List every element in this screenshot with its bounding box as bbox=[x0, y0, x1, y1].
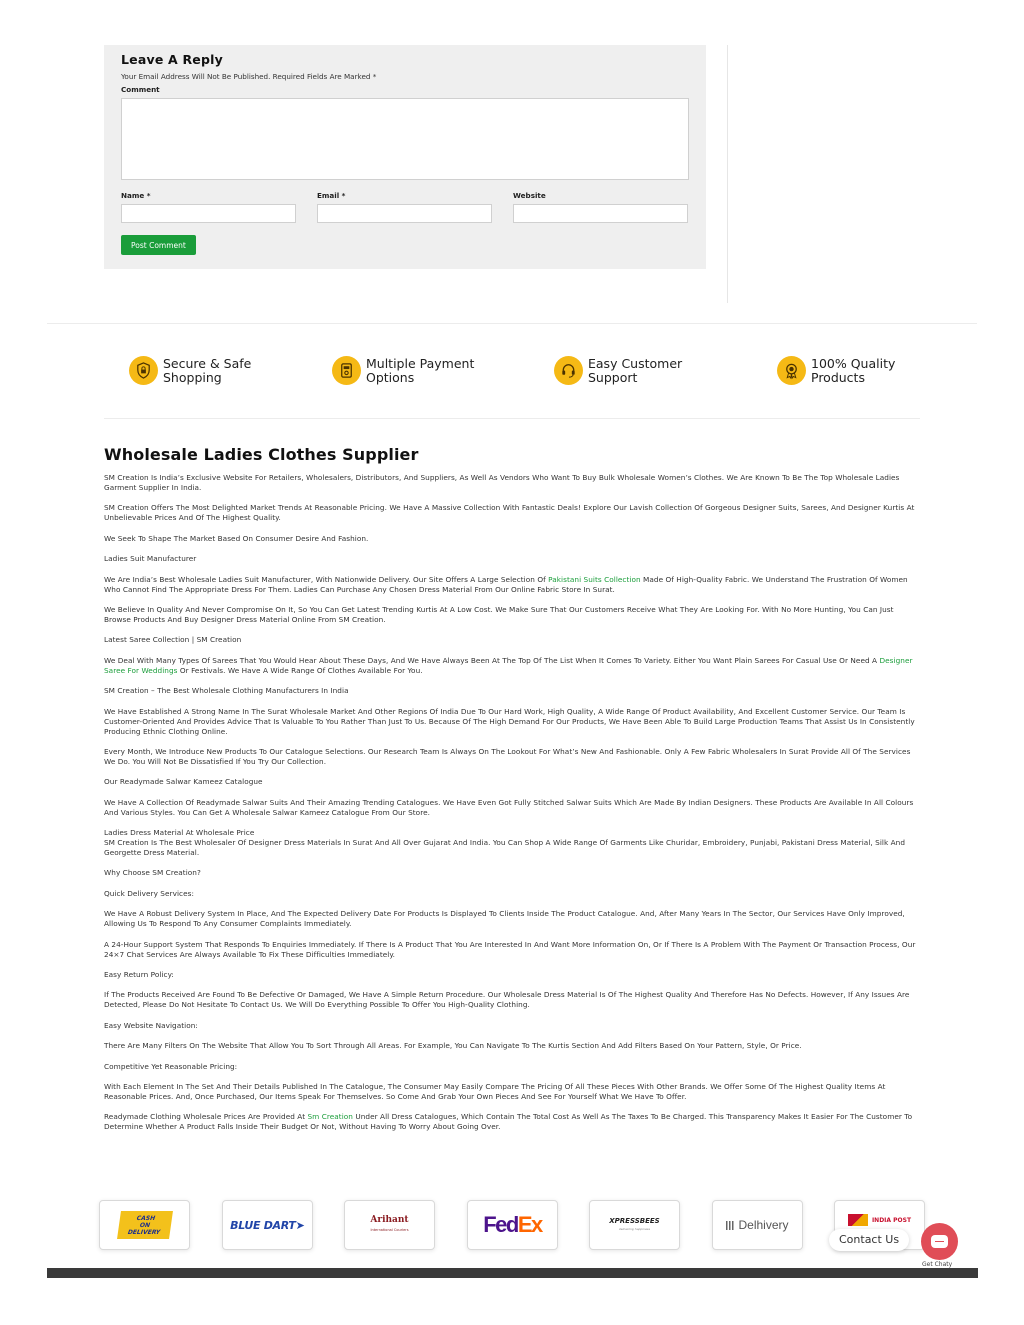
get-chaty-link[interactable]: Get Chaty bbox=[922, 1261, 953, 1268]
seo-paragraph: We Have A Collection Of Readymade Salwar Suits And Their Amazing Trending Catalogues. We Have Even Got Fully Stitched Salwar Suits Which Are Made By Indian Designers. These Products Are Available In All Colours And Various Styles. You Can Get A Wholesale Salwar Kameez Catalogue From Our Store. bbox=[104, 797, 914, 817]
feature-secure-shopping bbox=[129, 356, 251, 385]
name-input[interactable] bbox=[121, 204, 296, 223]
headset-icon bbox=[554, 356, 583, 385]
seo-subheading: Quick Delivery Services: bbox=[104, 888, 194, 898]
xpressbees-logo: XPRESSBEES delivering happiness bbox=[589, 1200, 680, 1250]
cash-on-delivery-logo: CASH ON DELIVERY bbox=[99, 1200, 190, 1250]
seo-subheading: Easy Website Navigation: bbox=[104, 1020, 198, 1030]
name-label: Name * bbox=[121, 191, 151, 200]
feature-multiple-payment bbox=[332, 356, 474, 385]
comment-textarea[interactable] bbox=[121, 98, 689, 180]
section-divider bbox=[104, 418, 920, 419]
email-field-group bbox=[317, 191, 492, 223]
seo-paragraph: We Have A Robust Delivery System In Place, And The Expected Delivery Date For Products Is Displayed To Clients Inside The Product Catalogue. And, After Many Years In The Sector, Our Services Have Only Improved, Allowing Us To Respond To Any Consumer Complaints Immediately. bbox=[104, 909, 905, 929]
website-label: Website bbox=[513, 191, 546, 200]
seo-paragraph: SM Creation Offers The Most Delighted Market Trends At Reasonable Pricing. We Have A Massive Collection With Fantastic Deals! Explore Our Lavish Collection Of Gorgeous Designer Suits, Sarees, And Designer Kurtis At Unbelievable Prices And Of The Highest Quality. bbox=[104, 503, 915, 523]
feature-quality-products bbox=[777, 356, 895, 385]
seo-subheading: Why Choose SM Creation? bbox=[104, 868, 201, 878]
feature-title: Multiple Payment bbox=[366, 355, 475, 371]
sidebar-divider bbox=[727, 45, 728, 303]
seo-heading: Wholesale Ladies Clothes Supplier bbox=[104, 445, 419, 464]
seo-subheading: Our Readymade Salwar Kameez Catalogue bbox=[104, 777, 263, 787]
seo-subheading: SM Creation – The Best Wholesale Clothing Manufacturers In India bbox=[104, 686, 349, 696]
bluedart-logo: BLUE DART ➤ bbox=[222, 1200, 313, 1250]
email-label: Email * bbox=[317, 191, 346, 200]
website-input[interactable] bbox=[513, 204, 688, 223]
seo-paragraph: There Are Many Filters On The Website That Allow You To Sort Through All Areas. For Example, You Can Navigate To The Kurtis Section And Add Filters Based On Your Pattern, Style, Or Price. bbox=[104, 1041, 802, 1051]
website-field-group bbox=[513, 191, 688, 223]
chat-button[interactable] bbox=[921, 1223, 958, 1260]
delhivery-logo: Delhivery bbox=[712, 1200, 803, 1250]
arrow-icon: ➤ bbox=[295, 1218, 305, 1232]
seo-paragraph: SM Creation Is The Best Wholesaler Of Designer Dress Materials In Surat And All Over Gujarat And India. You Can Shop A Wide Range Of Garments Like Churidar, Embroidery, Punjabi, Pakistani Dress Material, Silk And Georgette Dress Material. bbox=[104, 838, 906, 858]
feature-title: Easy Customer bbox=[588, 355, 683, 371]
seo-paragraph: Every Month, We Introduce New Products To Our Catalogue Selections. Our Research Team Is Always On The Lookout For What’s New And Fashionable. Only A Few Fabric Wholesalers In Surat Provide All Of The Services We Do. You Will Not Be Dissatisfied If You Try Our Collection. bbox=[104, 746, 911, 766]
feature-customer-support bbox=[554, 356, 682, 385]
feature-subtitle: Options bbox=[366, 369, 415, 385]
seo-subheading: Ladies Dress Material At Wholesale Price bbox=[104, 828, 255, 838]
fedex-logo: FedEx bbox=[467, 1200, 558, 1250]
comment-label: Comment bbox=[121, 85, 160, 94]
seo-paragraph: We Believe In Quality And Never Compromise On It, So You Can Get Latest Trending Kurtis At A Low Cost. We Make Sure That Our Customers Receive What They Are Looking For. With No More Hunting, You Can Just Browse Products And Buy Designer Dress Material Online From SM Creation. bbox=[104, 604, 894, 624]
india-post-mark-icon bbox=[848, 1214, 868, 1226]
feature-title: 100% Quality bbox=[811, 355, 896, 371]
seo-paragraph: If The Products Received Are Found To Be Defective Or Damaged, We Have A Simple Return Procedure. Our Wholesale Dress Material Is Of The Highest Quality And Therefore Has No Defects. However, If Any Issues Are Detected, Please Do Not Hesitate To Contact Us. We Will Do Everything Possible To Offer You High-Quality Clothing. bbox=[104, 990, 910, 1010]
contact-us-label[interactable]: Contact Us bbox=[829, 1229, 909, 1251]
name-field-group bbox=[121, 191, 296, 223]
seo-subheading: Easy Return Policy: bbox=[104, 970, 174, 980]
quality-badge-icon bbox=[777, 356, 806, 385]
seo-paragraph: We Seek To Shape The Market Based On Consumer Desire And Fashion. bbox=[104, 533, 369, 543]
email-input[interactable] bbox=[317, 204, 492, 223]
seo-paragraph: With Each Element In The Set And Their Details Published In The Catalogue, The Consumer May Easily Compare The Pricing Of All These Pieces With Other Brands. We Offer Some Of The Highest Quality Items At Reasonable Prices. And, Once Purchased, Our Items Speak For Themselves. So Come And Grab Your Own Pieces And See For Yourself What We Have To Offer. bbox=[104, 1081, 886, 1101]
section-divider bbox=[47, 323, 977, 324]
feature-subtitle: Support bbox=[588, 369, 638, 385]
footer-bar bbox=[47, 1268, 978, 1278]
seo-paragraph: A 24-Hour Support System That Responds To Enquiries Immediately. If There Is A Product That You Are Interested In And Want More Information On, Or If There Is A Problem With The Payment Or Transaction Process, Our 24×7 Chat Services Are Always Available To Fix These Difficulties Immediately. bbox=[104, 939, 916, 959]
designer-saree-link[interactable]: Designer Saree For Weddings bbox=[104, 655, 913, 675]
post-comment-button[interactable]: Post Comment bbox=[121, 235, 196, 255]
comment-form bbox=[104, 45, 706, 269]
seo-paragraph: Readymade Clothing Wholesale Prices Are Provided At Sm Creation Under All Dress Catalogues, Which Contain The Total Cost As Well As The Taxes To Be Charged. This Transparency Makes It Easier For The Customer To Determine Whether A Product Falls Inside Their Budget Or Not, Without Having To Worry About Going Over. bbox=[104, 1112, 913, 1132]
chat-bubble-icon bbox=[931, 1235, 948, 1248]
seo-paragraph: We Have Established A Strong Name In The Surat Wholesale Market And Other Regions Of India Due To Our Hard Work, High Quality, A Wide Range Of Product Availability, And Excellent Customer Service. Our Team Is Customer-Oriented And Provides Advice That Is Valuable To You Rather Than Just To Us. Because Of The High Demand For Our Products, We Have Been Able To Build Large Production Teams That Assist Us In Consistently Producing Ethnic Clothing Online. bbox=[104, 706, 915, 736]
feature-subtitle: Products bbox=[811, 369, 865, 385]
comment-fields-row bbox=[121, 191, 689, 223]
feature-subtitle: Shopping bbox=[163, 369, 222, 385]
seo-content bbox=[104, 444, 922, 1143]
reply-title: Leave A Reply bbox=[121, 52, 223, 67]
shield-lock-icon bbox=[129, 356, 158, 385]
seo-subheading: Latest Saree Collection | SM Creation bbox=[104, 635, 242, 645]
reply-note: Your Email Address Will Not Be Published. Required Fields Are Marked * bbox=[121, 72, 377, 81]
arihant-logo: Arihant International Couriers bbox=[344, 1200, 435, 1250]
feature-title: Secure & Safe bbox=[163, 355, 252, 371]
seo-paragraph: SM Creation Is India’s Exclusive Website For Retailers, Wholesalers, Distributors, And Suppliers, As Well As Vendors Who Want To Buy Bulk Wholesale Women’s Clothes. We Are Known To Be The Top Wholesale Ladies Garment Supplier In India. bbox=[104, 473, 900, 492]
payment-icon bbox=[332, 356, 361, 385]
seo-subheading: Ladies Suit Manufacturer bbox=[104, 554, 197, 564]
seo-subheading: Competitive Yet Reasonable Pricing: bbox=[104, 1061, 238, 1071]
seo-paragraph: We Are India’s Best Wholesale Ladies Suit Manufacturer, With Nationwide Delivery. Our Site Offers A Large Selection Of Pakistani Suits Collection Made Of High-Quality Fabric. We Understand The Frustration Of Women Who Cannot Find The Appropriate Dress For Them. Ladies Can Purchase Any Chosen Dress Material From Our Online Fabric Store In Surat. bbox=[104, 574, 908, 594]
seo-paragraph: We Deal With Many Types Of Sarees That You Would Hear About These Days, And We Have Always Been At The Top Of The List When It Comes To Variety. Either You Want Plain Sarees For Casual Use Or Need A Designer Saree For Weddings Or Festivals. We Have A Wide Range Of Clothes Available For You. bbox=[104, 655, 913, 675]
sm-creation-link[interactable]: Sm Creation bbox=[307, 1112, 353, 1122]
pakistani-suits-link[interactable]: Pakistani Suits Collection bbox=[548, 574, 641, 584]
delhivery-mark-icon bbox=[726, 1221, 735, 1230]
india-post-logo: INDIA POST bbox=[834, 1200, 925, 1250]
